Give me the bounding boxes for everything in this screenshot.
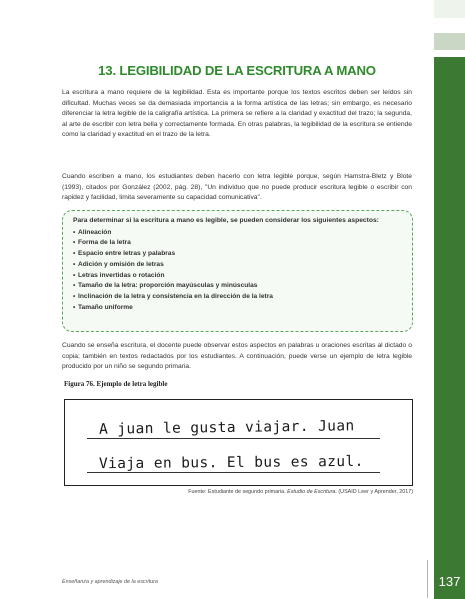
ruled-line-2 bbox=[87, 472, 380, 473]
footer-text: Enseñanza y aprendizaje de la escritura bbox=[62, 579, 158, 585]
body-paragraph-3: Cuando se enseña escritura, el docente puede observar estos aspectos en palabras u oraciones escritas al dictado o copia; también en textos redactados por los estudiantes. A continuación, puede verse un ejemplo de letra legible producido por un niño se segundo primaria. bbox=[62, 342, 412, 371]
sidebar-top-band bbox=[434, 0, 465, 18]
sidebar-light-band bbox=[434, 33, 465, 50]
aspect-item: • Adición y omisión de letras bbox=[73, 260, 164, 268]
aspect-item: • Alineación bbox=[73, 228, 112, 236]
figure-caption: Figura 76. Ejemplo de letra legible bbox=[64, 380, 168, 388]
body-paragraph-1: La escritura a mano requiere de la legibilidad. Esta es importante porque los textos escritos deben ser leídos sin dificultad. Muchas veces se da demasiada importancia a la forma artística de las letras; sin embargo, es necesario diferenciar la letra legible de la caligrafía artística. La primera se refiere a la claridad y exactitud del trazo; la segunda, al arte de escribir con letra bella y correctamente formada. En otras palabras, la legibilidad de la escritura se entiende como la claridad y exactitud en el trazo de la letra. bbox=[62, 89, 412, 139]
ruled-line-1 bbox=[87, 438, 380, 439]
body-paragraph-2: Cuando escriben a mano, los estudiantes deben hacerlo con letra legible porque, según Hamstra-Bletz y Blote (1993), citados por González (2002, pág. 28), "Un individuo que no puede producir escritura legible o escribir con rapidez y facilidad, limita severamente su capacidad comunicativa". bbox=[62, 173, 412, 202]
aspects-list bbox=[73, 228, 404, 314]
page-sidebar bbox=[434, 0, 465, 599]
section-title: 13. LEGIBILIDAD DE LA ESCRITURA A MANO bbox=[98, 63, 376, 78]
aspect-item: • Tamaño de la letra: proporción mayúsculas y minúsculas bbox=[73, 282, 258, 290]
page-number: 137 bbox=[438, 574, 461, 589]
footer-divider bbox=[427, 560, 428, 598]
handwriting-sample bbox=[64, 399, 413, 486]
handwriting-line-2: Viaja en bus. El bus es azul. bbox=[98, 453, 364, 473]
aspects-intro: Para determinar si la escritura a mano es legible, se pueden considerar los siguientes aspectos: bbox=[73, 217, 379, 224]
sidebar-green-band bbox=[434, 57, 465, 599]
aspect-item: • Forma de la letra bbox=[73, 239, 131, 247]
aspect-item: • Letras invertidas o rotación bbox=[73, 271, 165, 279]
aspect-item: • Tamaño uniforme bbox=[73, 304, 133, 312]
figure-source: Fuente: Estudiante de segundo primaria. Estudio de Escritura. (USAID Leer y Aprender, 2017) bbox=[188, 489, 413, 495]
aspect-item: • Espacio entre letras y palabras bbox=[73, 250, 176, 258]
handwriting-line-1: A juan le gusta viajar. Juan bbox=[98, 418, 355, 438]
aspect-item: • Inclinación de la letra y consistencia en la dirección de la letra bbox=[73, 293, 273, 301]
legibility-aspects-box bbox=[62, 210, 413, 332]
